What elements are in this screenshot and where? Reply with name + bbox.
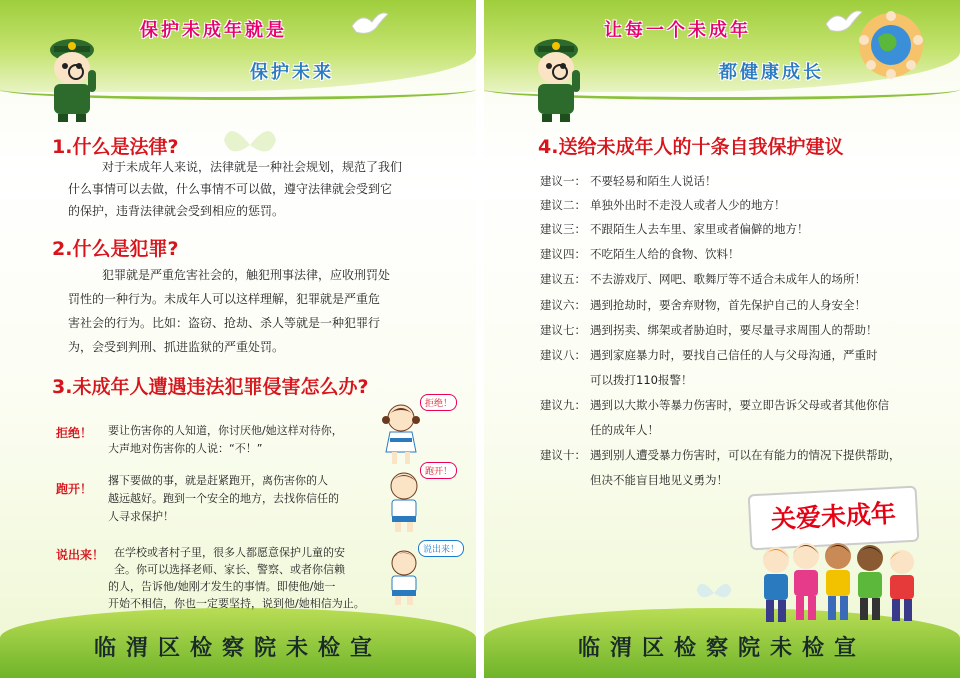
suggestion-text: 不跟陌生人去车里、家里或者偏僻的地方！ xyxy=(590,222,809,236)
care-banner: 关爱未成年 xyxy=(748,486,920,551)
tip-text: 全。你可以选择老师、家长、警察、或者你信赖 xyxy=(114,563,345,576)
section2-line: 犯罪就是严重危害社会的，触犯刑事法律，应收刑罚处 xyxy=(102,268,391,282)
right-footer: 临渭区检察院未检宣 xyxy=(577,635,866,661)
speech-bubble: 说出来！ xyxy=(418,540,464,557)
right-page xyxy=(484,0,960,678)
speech-bubble: 拒绝！ xyxy=(420,394,457,411)
section1-line: 的保护，违背法律就会受到相应的惩罚。 xyxy=(68,204,285,218)
left-page xyxy=(0,0,476,678)
suggestion-num: 建议四： xyxy=(540,247,586,261)
tip-text: 大声地对伤害你的人说：“不！” xyxy=(108,442,263,455)
suggestion-item xyxy=(540,346,878,364)
suggestion-item xyxy=(540,296,866,314)
tip-text: 开始不相信，你也一定要坚持，说到他/她相信为止。 xyxy=(108,597,365,610)
tip-label-run: 跑开！ xyxy=(56,482,93,496)
boy-cartoon-icon xyxy=(384,470,424,532)
left-title-line1: 保护未成年就是 xyxy=(140,20,287,41)
suggestion-item xyxy=(540,196,786,214)
suggestion-item xyxy=(540,446,901,464)
page-gutter xyxy=(476,0,484,678)
suggestion-num: 建议一： xyxy=(540,174,586,188)
tip-text: 人寻求保护！ xyxy=(108,510,174,523)
right-title-line2: 都健康成长 xyxy=(719,62,824,83)
tip-label-tell: 说出来！ xyxy=(56,548,105,562)
suggestion-continuation: 但决不能盲目地见义勇为！ xyxy=(590,473,728,487)
section1-heading: 1.什么是法律? xyxy=(52,136,179,158)
suggestion-item xyxy=(540,245,740,263)
suggestion-num: 建议十： xyxy=(540,448,586,462)
tip-text: 撂下要做的事，就是赶紧跑开，离伤害你的人 xyxy=(108,474,328,487)
right-title-line1: 让每一个未成年 xyxy=(604,20,751,41)
police-mascot-icon xyxy=(524,30,594,125)
suggestion-text: 遇到别人遭受暴力伤害时，可以在有能力的情况下提供帮助， xyxy=(590,448,901,462)
dove-icon xyxy=(350,8,390,38)
boy-cartoon-icon xyxy=(384,548,424,606)
suggestion-num: 建议八： xyxy=(540,348,586,362)
suggestion-text: 遇到拐卖、绑架或者胁迫时，要尽量寻求周围人的帮助！ xyxy=(590,323,878,337)
tip-label-refuse: 拒绝！ xyxy=(56,426,93,440)
globe-children-icon xyxy=(856,10,926,80)
tip-text: 在学校或者村子里，很多人都愿意保护儿童的安 xyxy=(114,546,345,559)
suggestion-text: 不要轻易和陌生人说话！ xyxy=(590,174,717,188)
section2-heading: 2.什么是犯罪? xyxy=(52,238,179,260)
suggestion-item xyxy=(540,220,809,238)
suggestion-num: 建议九： xyxy=(540,398,586,412)
tip-text: 要让伤害你的人知道，你讨厌他/她这样对待你， xyxy=(108,424,343,437)
tip-text: 越远越好。跑到一个安全的地方，去找你信任的 xyxy=(108,492,339,505)
suggestion-text: 遇到抢劫时，要舍弃财物，首先保护自己的人身安全！ xyxy=(590,298,866,312)
suggestion-num: 建议三： xyxy=(540,222,586,236)
suggestion-continuation: 可以拨打110报警！ xyxy=(590,373,693,387)
suggestion-item xyxy=(540,270,866,288)
suggestion-num: 建议五： xyxy=(540,272,586,286)
suggestion-item xyxy=(540,172,717,190)
police-mascot-icon xyxy=(40,30,110,125)
children-group-icon xyxy=(756,530,926,630)
suggestion-text: 遇到家庭暴力时，要找自己信任的人与父母沟通，严重时 xyxy=(590,348,878,362)
suggestion-num: 建议六： xyxy=(540,298,586,312)
section2-line: 害社会的行为。比如：盗窃、抢劫、杀人等就是一种犯罪行 xyxy=(68,316,381,330)
section2-line: 为，会受到判刑、抓进监狱的严重处罚。 xyxy=(68,340,285,354)
suggestion-text: 遇到以大欺小等暴力伤害时，要立即告诉父母或者其他你信 xyxy=(590,398,889,412)
left-footer: 临渭区检察院未检宣 xyxy=(93,635,382,661)
suggestion-text: 单独外出时不走没人或者人少的地方！ xyxy=(590,198,786,212)
left-title-line2: 保护未来 xyxy=(250,62,334,83)
section1-line: 对于未成年人来说，法律就是一种社会规划，规范了我们 xyxy=(102,160,403,174)
section2-line: 罚性的一种行为。未成年人可以这样理解，犯罪就是严重危 xyxy=(68,292,381,306)
suggestion-item xyxy=(540,321,878,339)
suggestion-text: 不去游戏厅、网吧、歌舞厅等不适合未成年人的场所！ xyxy=(590,272,866,286)
section3-heading: 3.未成年人遭遇违法犯罪侵害怎么办? xyxy=(52,376,369,398)
butterfly-icon xyxy=(694,576,734,610)
suggestion-item xyxy=(540,396,889,414)
section1-line: 什么事情可以去做，什么事情不可以做，遵守法律就会受到它 xyxy=(68,182,393,196)
tip-text: 的人，告诉他/她刚才发生的事情。即使他/她一 xyxy=(108,580,336,593)
section4-heading: 4.送给未成年人的十条自我保护建议 xyxy=(538,136,844,158)
suggestion-num: 建议二： xyxy=(540,198,586,212)
girl-cartoon-icon xyxy=(380,402,422,466)
suggestion-num: 建议七： xyxy=(540,323,586,337)
suggestion-continuation: 任的成年人！ xyxy=(590,423,659,437)
suggestion-text: 不吃陌生人给的食物、饮料！ xyxy=(590,247,740,261)
speech-bubble: 跑开！ xyxy=(420,462,457,479)
